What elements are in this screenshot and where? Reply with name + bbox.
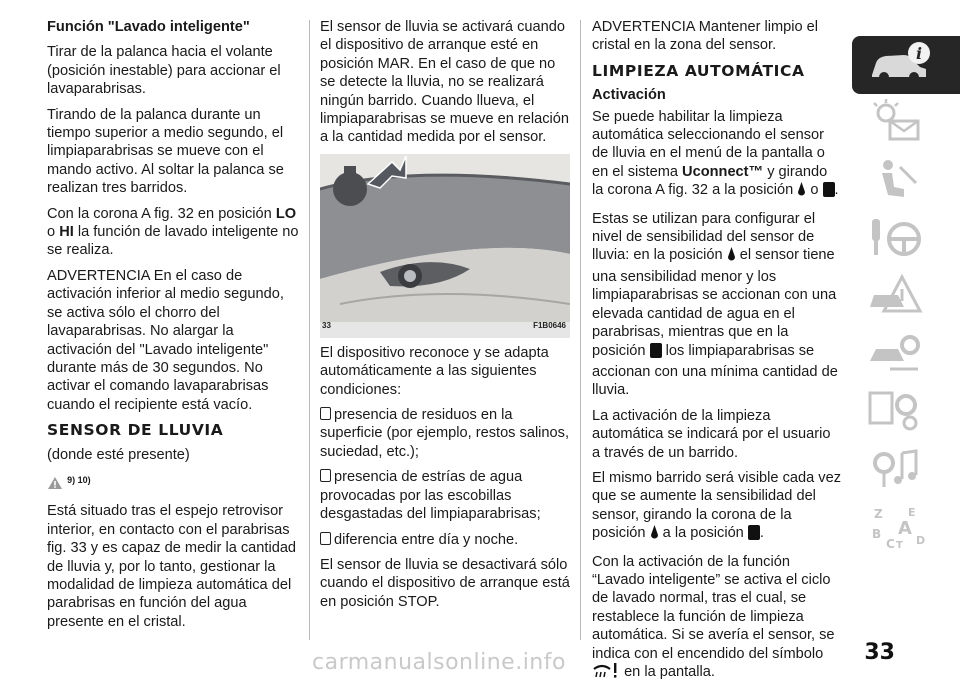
- bullet-icon: [320, 407, 331, 420]
- car-info-icon: [868, 41, 932, 90]
- paragraph: El sensor de lluvia se desactivará sólo cuando el dispositivo de arranque está en posición STOP.: [320, 556, 570, 610]
- tab-multimedia[interactable]: [852, 442, 960, 500]
- svg-text:i: i: [916, 43, 923, 63]
- figure-number: 33: [322, 321, 331, 331]
- tab-car-info[interactable]: [852, 36, 960, 94]
- subsection-heading: Activación: [592, 87, 666, 104]
- column-divider-1: [309, 20, 310, 640]
- seat-airbag-icon: [868, 157, 924, 206]
- index-letter: D: [916, 533, 926, 547]
- position-hi: HI: [59, 224, 74, 241]
- key-steering-icon: [868, 215, 924, 264]
- tab-index[interactable]: [852, 500, 960, 558]
- car-front-illustration: [320, 154, 570, 338]
- index-icon: [868, 504, 932, 555]
- bullet-icon: [320, 469, 331, 482]
- paragraph: Tirando de la palanca durante un tiempo superior a medio segundo, el limpiaparabrisas se mueve con el mando activo. Al soltar la palanca se realizan tres barridos.: [47, 106, 284, 197]
- list-item: presencia de residuos en la superficie (por ejemplo, restos salinos, suciedad, etc.);: [320, 407, 570, 460]
- index-letter: Z: [874, 506, 883, 521]
- paragraph: Se puede habilitar la limpieza automática seleccionando el sensor de lluvia en el menú de la pantalla o en el sistema Uconnect™ y girando la corona A fig. 32 a la posición o .: [592, 108, 842, 203]
- tab-maintenance[interactable]: [852, 326, 960, 384]
- paragraph: El mismo barrido será visible cada vez que se aumente la sensibilidad del sensor, girando la corona de la posición a la posición .: [592, 469, 842, 546]
- warning-paragraph: ADVERTENCIA Mantener limpio el cristal en la zona del sensor.: [592, 19, 819, 54]
- paragraph: La activación de la limpieza automática se indicará por el usuario a través de un barrido.: [592, 407, 831, 461]
- tab-emergency[interactable]: [852, 268, 960, 326]
- paragraph: Con la activación de la función “Lavado inteligente” se activa el ciclo de lavado normal, tras el cual, se restablece la función de limpieza automática. Si se avería el sensor, se indica con el encendido del símbolo en la pantalla.: [592, 553, 842, 685]
- paragraph: Con la corona A fig. 32 en posición LO o HI la función de lavado inteligente no se realiza.: [47, 205, 299, 259]
- sensitivity-low-icon: [727, 247, 736, 267]
- bullet-icon: [320, 532, 331, 545]
- page-number: 33: [864, 640, 895, 665]
- emergency-icon: [868, 273, 924, 322]
- chapter-tabs: [852, 36, 960, 558]
- position-lo: LO: [275, 205, 297, 222]
- section-heading: SENSOR DE LLUVIA: [47, 421, 224, 440]
- paragraph: El dispositivo reconoce y se adapta automáticamente a las siguientes condiciones:: [320, 344, 549, 398]
- index-letter: T: [896, 539, 903, 550]
- warning-lights-icon: [868, 99, 924, 148]
- multimedia-icon: [868, 447, 924, 496]
- index-letter: E: [908, 505, 916, 519]
- index-letter: B: [872, 526, 882, 541]
- column-1: [47, 18, 299, 638]
- uconnect-label: Uconnect™: [682, 163, 764, 180]
- sensitivity-high-icon: [823, 182, 835, 202]
- column-3: [592, 18, 842, 691]
- warning-paragraph: ADVERTENCIA En el caso de activación inferior al medio segundo, se activa sólo el chorro del lavaparabrisas. No alargar la activación del "Lavado inteligente" durante más de 30 segundos. No activar el comando lavaparabrisas cuando el recipiente está vacío.: [47, 267, 284, 413]
- tab-safety[interactable]: [852, 152, 960, 210]
- tab-starting-driving[interactable]: [852, 210, 960, 268]
- paragraph: Está situado tras el espejo retrovisor interior, en contacto con el parabrisas fig. 33 y es capaz de medir la cantidad de lluvia y, por lo tanto, gestionar la modalidad de limpieza automática del parabrisas en función del agua presente en el cristal.: [47, 503, 297, 630]
- function-heading: Función "Lavado inteligente": [47, 19, 250, 35]
- figure-rain-sensor: [320, 154, 570, 338]
- maintenance-icon: [868, 331, 924, 380]
- rain-sensor-failure-icon: [592, 663, 620, 684]
- tab-technical-data[interactable]: [852, 384, 960, 442]
- sensitivity-low-icon: [650, 525, 659, 545]
- warning-refs: 9) 10): [47, 471, 299, 495]
- availability-note: (donde esté presente): [47, 446, 190, 463]
- watermark: carmanualsonline.info: [312, 650, 566, 675]
- index-letter: A: [898, 517, 912, 539]
- column-divider-2: [580, 20, 581, 640]
- paragraph: Tirar de la palanca hacia el volante (posición inestable) para accionar el lavaparabrisas.: [47, 44, 281, 98]
- column-2: [320, 18, 570, 618]
- sensitivity-high-icon: [748, 525, 760, 545]
- technical-data-icon: [868, 389, 924, 438]
- index-letter: C: [886, 536, 895, 550]
- tab-warning-lights[interactable]: [852, 94, 960, 152]
- sensitivity-high-icon: [650, 343, 662, 363]
- list-item: diferencia entre día y noche.: [320, 531, 570, 549]
- paragraph: El sensor de lluvia se activará cuando el dispositivo de arranque esté en posición MAR. En el caso de que no se detecte la lluvia, no se realizará ningún barrido. Cuando llueva, el limpiaparabrisas se mueve en relación a la cantidad medida por el sensor.: [320, 19, 570, 146]
- figure-code: F1B0646: [533, 321, 566, 331]
- list-item: presencia de estrías de agua provocadas por las escobillas desgastadas del limpiaparabrisas;: [320, 469, 541, 523]
- section-heading: LIMPIEZA AUTOMÁTICA: [592, 61, 805, 80]
- paragraph: Estas se utilizan para configurar el nivel de sensibilidad del sensor de lluvia: en la posición el sensor tiene una sensibilidad menor y los limpiaparabrisas se accionan con una elevada cantidad de agua en el parabrisas, mientras que en la posición los limpiaparabrisas se accionan con una mínima cantidad de lluvia.: [592, 210, 838, 399]
- warning-triangle-icon: [47, 476, 63, 495]
- sensitivity-low-icon: [797, 182, 806, 202]
